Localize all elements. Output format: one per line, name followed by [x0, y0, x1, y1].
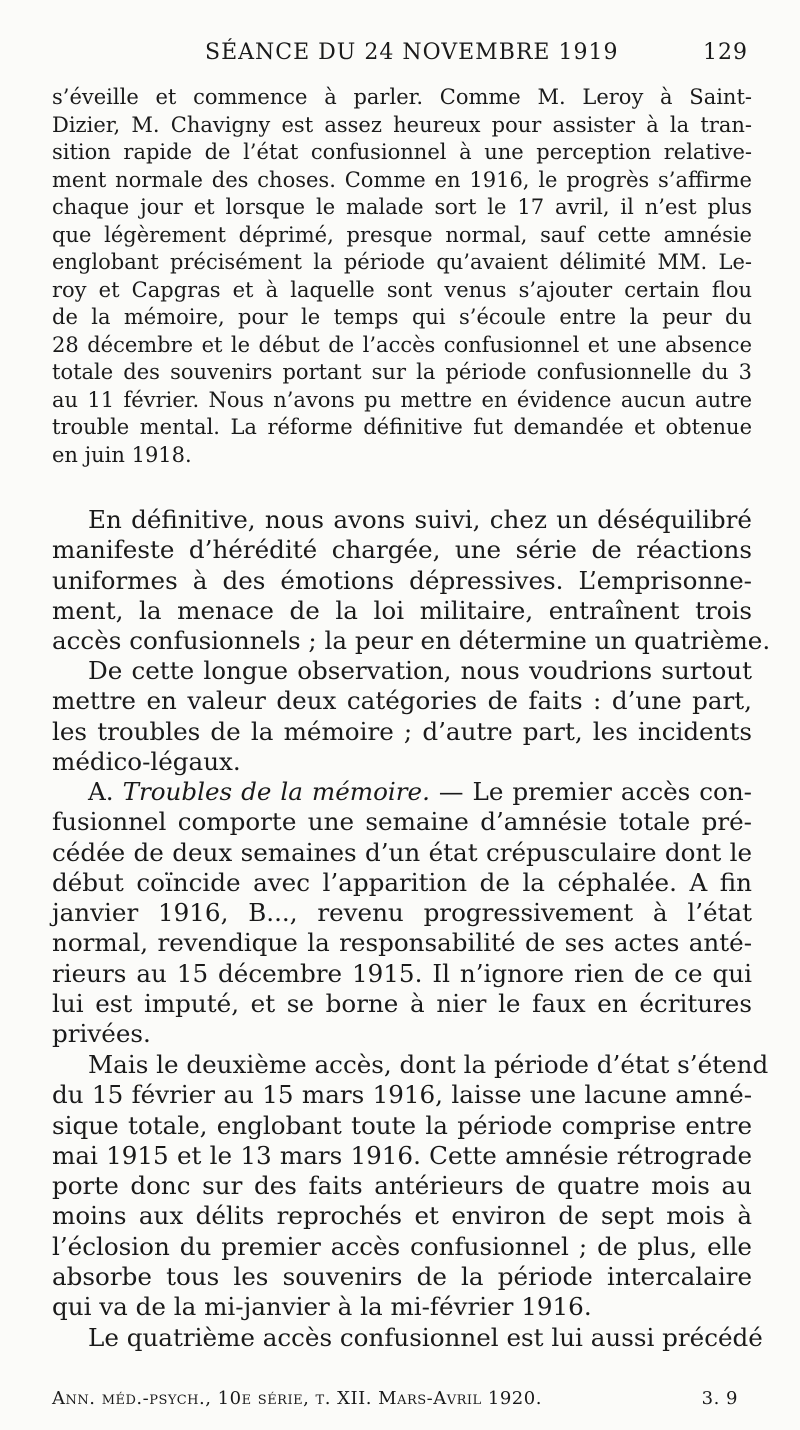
text-line: qui va de la mi-janvier à la mi-février 1916. — [52, 1292, 592, 1322]
text-line: médico-légaux. — [52, 746, 241, 776]
text-line: 28 décembre et le début de l’accès confusionnel et une absence — [52, 332, 752, 357]
text-line: mai 1915 et le 13 mars 1916. Cette amnésie rétrograde — [52, 1140, 752, 1170]
paragraph-conclusion — [52, 505, 771, 656]
text-line: manifeste d’hérédité chargée, une série de réactions — [52, 535, 752, 565]
page-number: 129 — [703, 40, 748, 65]
text-line: l’éclosion du premier accès confusionnel ; de plus, elle — [52, 1231, 752, 1261]
text-line: En définitive, nous avons suivi, chez un déséquilibré — [88, 505, 752, 534]
text-line: moins aux délits reprochés et environ de sept mois à — [52, 1201, 752, 1231]
running-header — [205, 40, 748, 65]
text-line: que légèrement déprimé, presque normal, sauf cette amnésie — [52, 222, 752, 247]
text-line: sique totale, englobant toute la période comprise entre — [52, 1110, 752, 1140]
section-label: A. — [88, 777, 114, 806]
text-line: Le quatrième accès confusionnel est lui aussi précédé — [88, 1323, 763, 1352]
text-line: De cette longue observation, nous voudrions surtout — [88, 656, 752, 685]
signature-mark: 3. 9 — [701, 1388, 738, 1409]
section-heading: Troubles de la mémoire. — [122, 777, 430, 806]
text-line: du 15 février au 15 mars 1916, laisse une lacune amné- — [52, 1080, 752, 1110]
journal-citation: Ann. méd.-psych., 10e série, t. XII. Mars-Avril 1920. — [52, 1388, 542, 1409]
text-line: Dizier, M. Chavigny est assez heureux pour assister à la tran- — [52, 112, 752, 137]
text-line: ment normale des choses. Comme en 1916, le progrès s’affirme — [52, 167, 752, 192]
text-line: trouble mental. La réforme définitive fut demandée et obtenue — [52, 415, 752, 439]
text-line: totale des souvenirs portant sur la période confusionnelle du 3 — [52, 360, 752, 384]
text-line: ment, la menace de la loi militaire, entraînent trois — [52, 595, 752, 625]
paragraph-case-report — [52, 84, 752, 469]
text-line: porte donc sur des faits antérieurs de quatre mois au — [52, 1171, 752, 1201]
text-line: privées. — [52, 1019, 151, 1049]
text-line: accès confusionnels ; la peur en détermine un quatrième. — [52, 626, 771, 656]
text-line: janvier 1916, B..., revenu progressivement à l’état — [52, 898, 752, 928]
text-line: sition rapide de l’état confusionnel à une perception relative- — [52, 140, 752, 164]
text-line: absorbe tous les souvenirs de la période intercalaire — [52, 1262, 752, 1292]
text-line: mettre en valeur deux catégories de faits : d’une part, — [52, 686, 752, 716]
text-line: de la mémoire, pour le temps qui s’écoule entre la peur du — [52, 305, 752, 329]
paragraph-fourth-access — [52, 1323, 763, 1353]
paragraph-memory-troubles — [52, 777, 752, 1050]
running-title: SÉANCE DU 24 NOVEMBRE 1919 — [205, 40, 619, 65]
text-line: en juin 1918. — [52, 442, 192, 467]
page-footer — [52, 1388, 738, 1409]
paragraph-categories — [52, 656, 752, 777]
text-fragment: — Le premier accès con- — [429, 777, 752, 806]
text-line: chaque jour et lorsque le malade sort le 17 avril, il n’est plus — [52, 195, 752, 219]
text-line: lui est imputé, et se borne à nier le faux en écritures — [52, 989, 752, 1019]
text-line: englobant précisément la période qu’avaient délimité MM. Le- — [52, 250, 752, 274]
paragraph-second-access — [52, 1050, 769, 1323]
text-line: début coïncide avec l’apparition de la céphalée. A fin — [52, 867, 752, 897]
text-line: les troubles de la mémoire ; d’autre part, les incidents — [52, 716, 752, 746]
text-line: rieurs au 15 décembre 1915. Il n’ignore rien de ce qui — [52, 958, 752, 988]
text-line: Mais le deuxième accès, dont la période d’état s’étend — [88, 1050, 769, 1079]
text-line: au 11 février. Nous n’avons pu mettre en évidence aucun autre — [52, 387, 752, 412]
text-line — [52, 777, 752, 807]
text-line: cédée de deux semaines d’un état crépusculaire dont le — [52, 837, 752, 867]
text-line: roy et Capgras et à laquelle sont venus s’ajouter certain flou — [52, 277, 752, 302]
text-line: s’éveille et commence à parler. Comme M. Leroy à Saint- — [52, 85, 752, 109]
text-line: fusionnel comporte une semaine d’amnésie totale pré- — [52, 807, 752, 837]
text-line: uniformes à des émotions dépressives. L’emprisonne- — [52, 565, 752, 595]
text-line: normal, revendique la responsabilité de ses actes anté- — [52, 928, 752, 958]
